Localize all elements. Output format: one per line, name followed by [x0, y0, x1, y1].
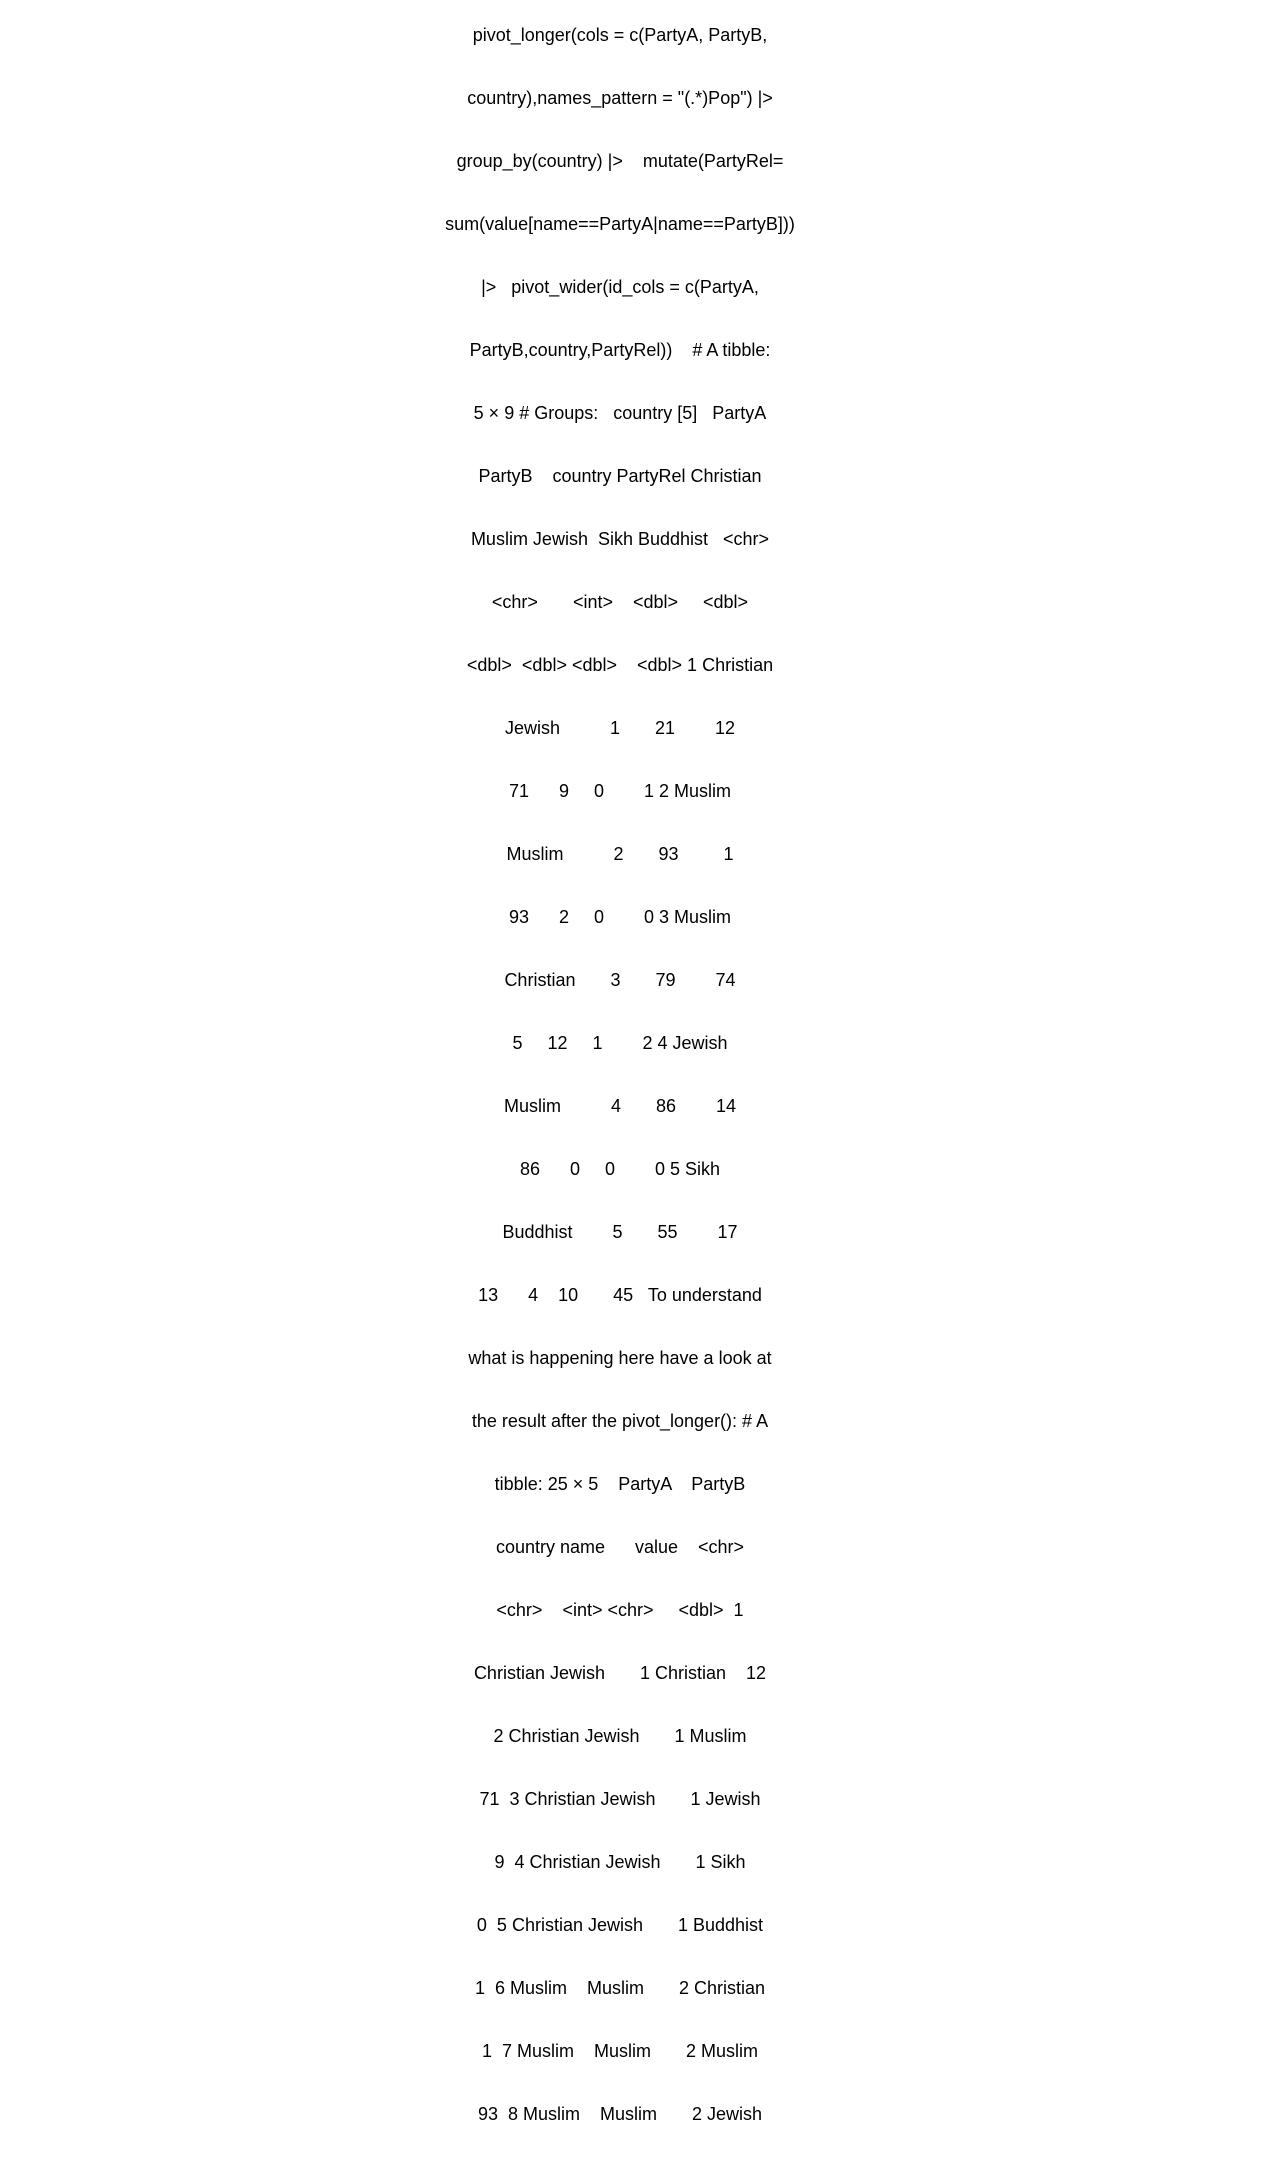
text-line: 13 4 10 45 To understand — [478, 1285, 762, 1305]
text-line: 9 4 Christian Jewish 1 Sikh — [494, 1852, 746, 1872]
text-line: 93 2 0 0 3 Muslim — [508, 907, 732, 927]
text-line: sum(value[name==PartyA|name==PartyB])) — [445, 214, 795, 234]
text-line: <chr> <int> <chr> <dbl> 1 — [496, 1600, 744, 1620]
text-line: <chr> <int> <dbl> <dbl> — [491, 592, 749, 612]
text-line: 71 9 0 1 2 Muslim — [508, 781, 732, 801]
text-line: 5 × 9 # Groups: country [5] PartyA — [473, 403, 767, 423]
code-text-block — [440, 0, 800, 2167]
text-line: what is happening here have a look at — [468, 1348, 772, 1368]
text-line: 1 7 Muslim Muslim 2 Muslim — [481, 2041, 759, 2061]
text-line: Muslim Jewish Sikh Buddhist <chr> — [470, 529, 770, 549]
text-line: country name value <chr> — [495, 1537, 745, 1557]
text-line: Buddhist 5 55 17 — [502, 1222, 738, 1242]
text-line: 0 5 Christian Jewish 1 Buddhist — [476, 1915, 764, 1935]
text-line: 86 0 0 0 5 Sikh — [519, 1159, 721, 1179]
text-line: PartyB,country,PartyRel)) # A tibble: — [469, 340, 771, 360]
text-line: PartyB country PartyRel Christian — [478, 466, 762, 486]
text-line: country),names_pattern = "(.*)Pop") |> — [467, 88, 773, 108]
text-line: group_by(country) |> mutate(PartyRel= — [456, 151, 784, 171]
text-line: 93 8 Muslim Muslim 2 Jewish — [477, 2104, 763, 2124]
text-line: 71 3 Christian Jewish 1 Jewish — [479, 1789, 761, 1809]
text-line: Christian Jewish 1 Christian 12 — [473, 1663, 767, 1683]
text-line: 5 12 1 2 4 Jewish — [512, 1033, 728, 1053]
text-line: 1 6 Muslim Muslim 2 Christian — [474, 1978, 766, 1998]
text-line: Christian 3 79 74 — [504, 970, 736, 990]
text-line: tibble: 25 × 5 PartyA PartyB — [494, 1474, 746, 1494]
text-line: 2 Christian Jewish 1 Muslim — [493, 1726, 747, 1746]
text-line: the result after the pivot_longer(): # A — [471, 1411, 769, 1431]
text-line: Muslim 2 93 1 — [506, 844, 734, 864]
text-line: Muslim 4 86 14 — [503, 1096, 737, 1116]
text-line: Jewish 1 21 12 — [504, 718, 736, 738]
text-line: <dbl> <dbl> <dbl> <dbl> 1 Christian — [466, 655, 774, 675]
text-line: pivot_longer(cols = c(PartyA, PartyB, — [472, 25, 768, 45]
text-line: |> pivot_wider(id_cols = c(PartyA, — [481, 277, 759, 297]
